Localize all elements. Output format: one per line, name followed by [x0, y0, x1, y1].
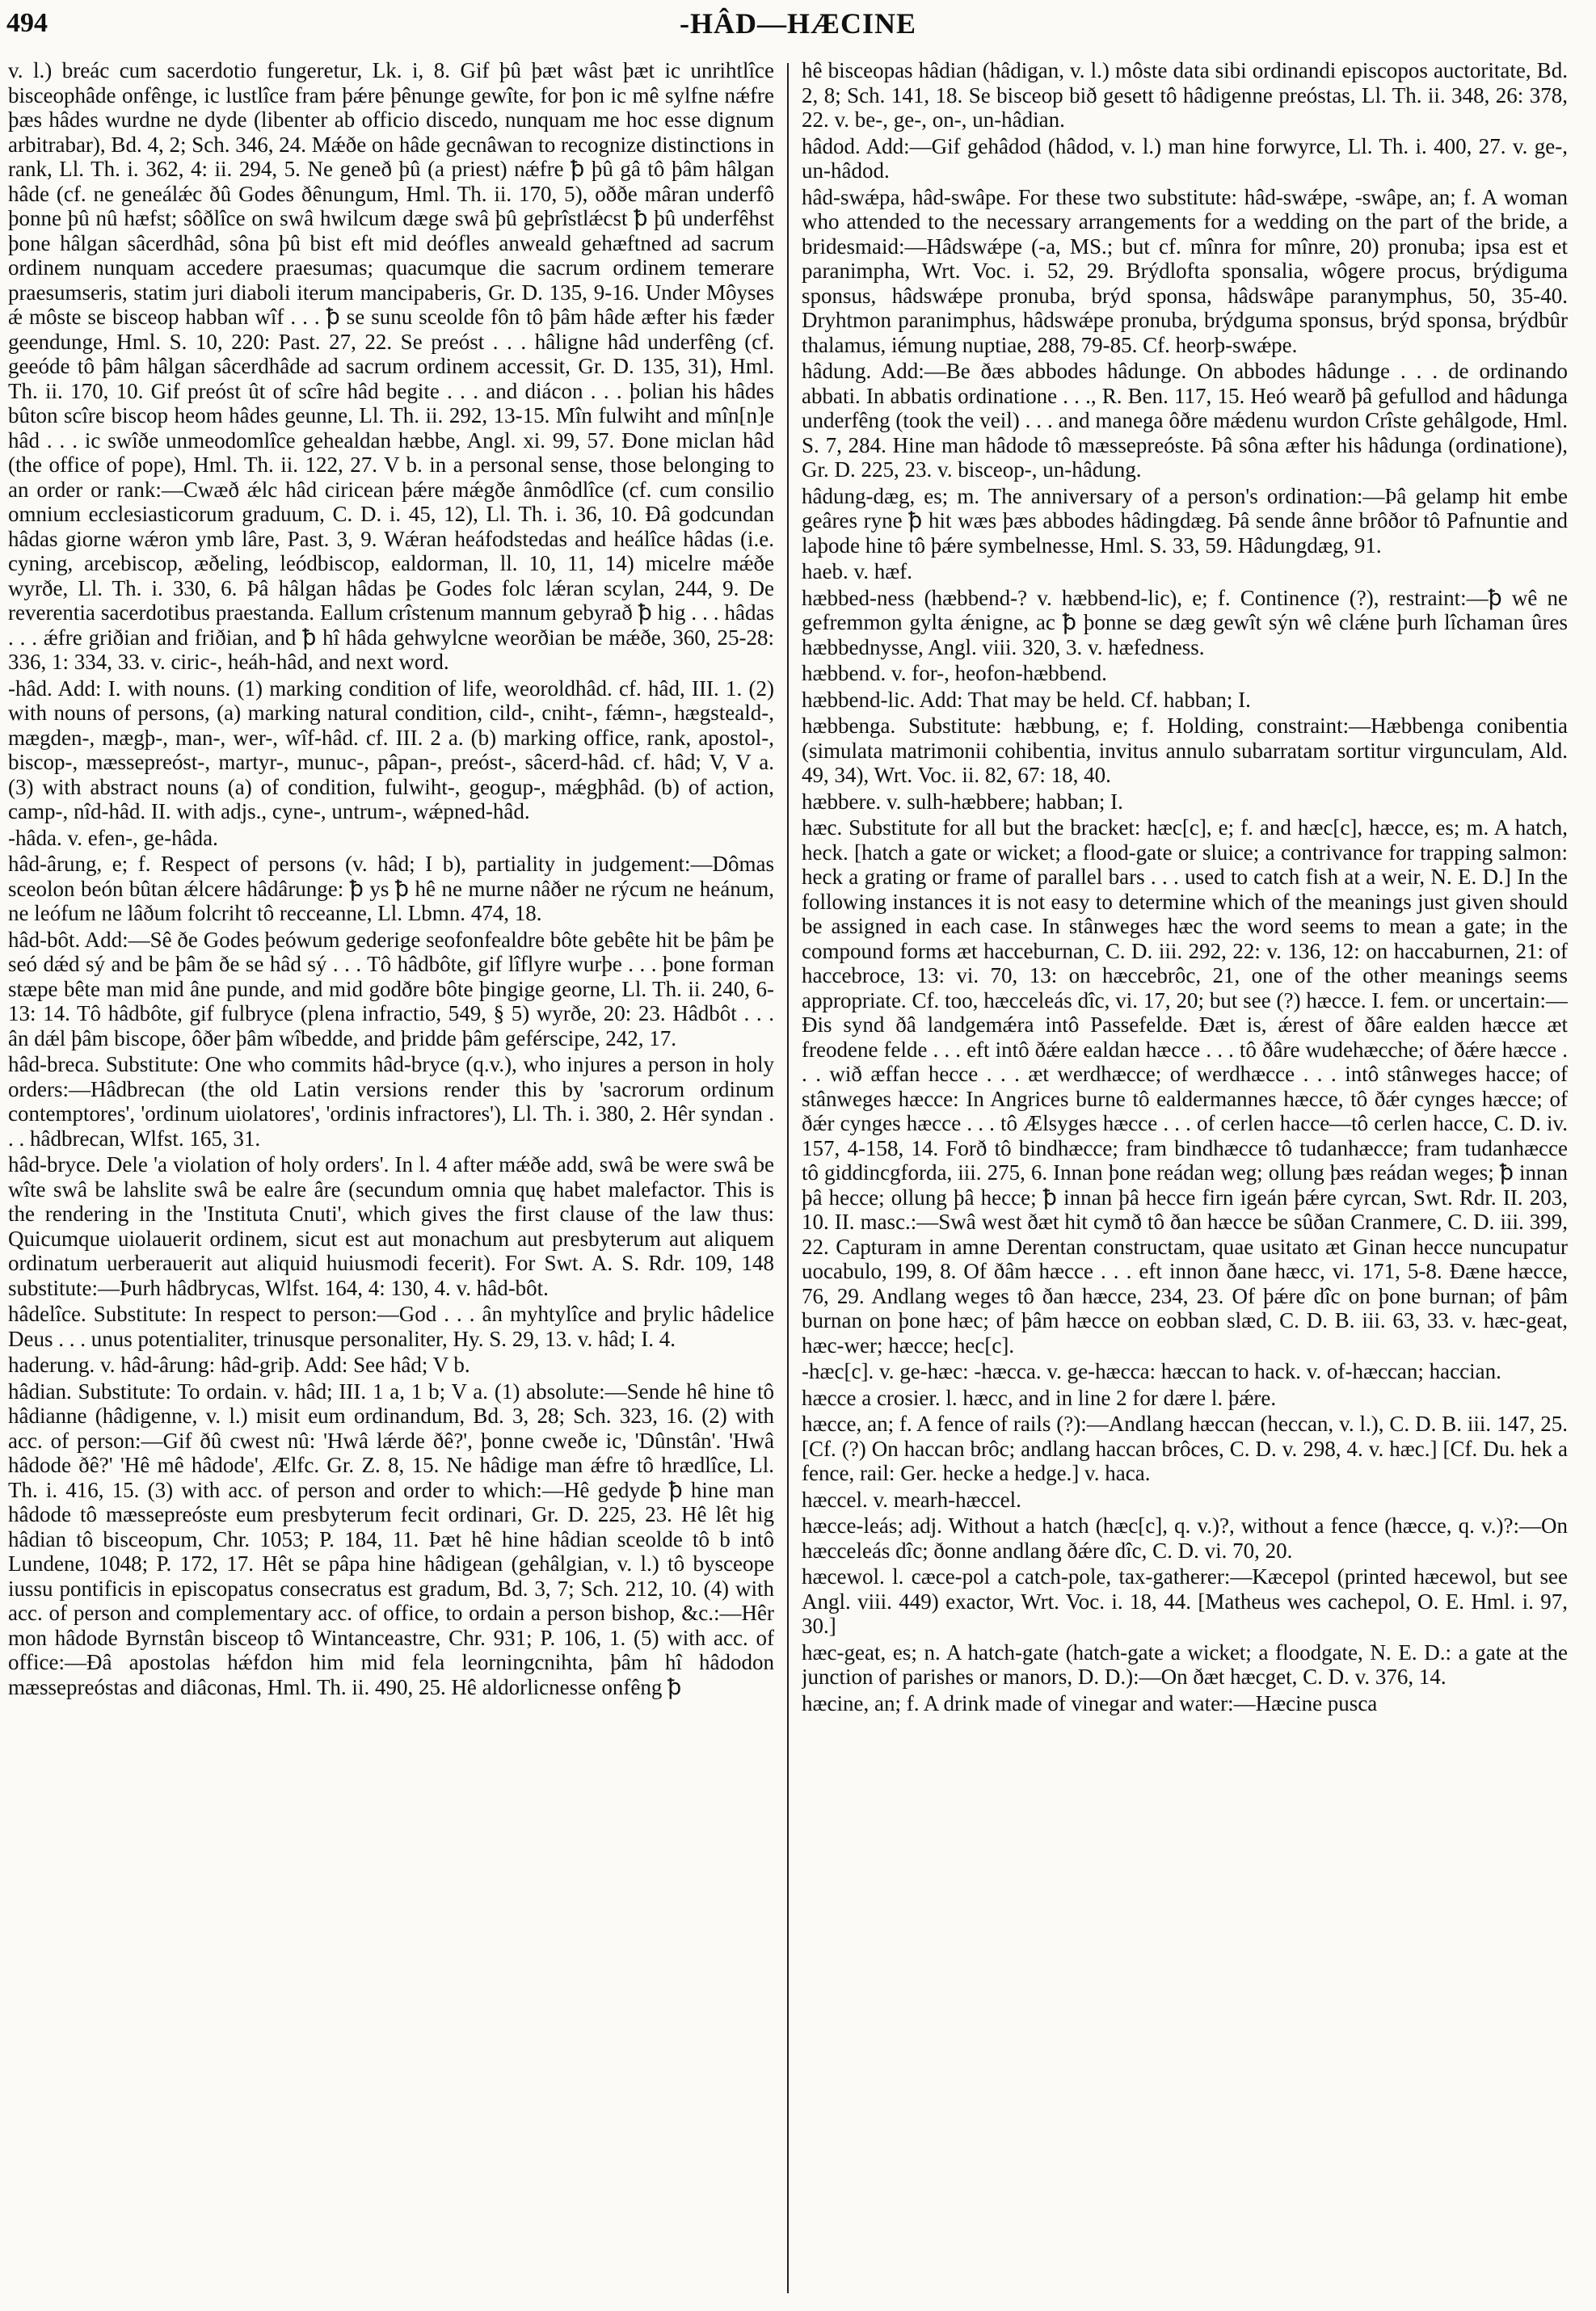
dictionary-entry: hæbbed-ness (hæbbend-? v. hæbbend-lic), e; f. Continence (?), restraint:—ꝥ wê ne gefremmon gylta ǽnigne, ac ꝥ þonne se dæg gewît sýn wê clǽne þurh lîchaman ûres hæbbednysse, Angl. viii. 320, 3. v. hæfedness.	[802, 585, 1568, 659]
dictionary-entry: hæccel. v. mearh-hæccel.	[802, 1487, 1021, 1512]
left-column	[8, 58, 774, 2296]
dictionary-entry: -hâd. Add: I. with nouns. (1) marking condition of life, weoroldhâd. cf. hâd, III. 1. (2) with nouns of persons, (a) marking natural condition, cild-, cniht-, fǽmn-, hægsteald-, mægden-, mægþ-, man-, wer-, wîf-hâd. cf. III. 2 a. (b) marking office, rank, apostol-, biscop-, mæssepreóst-, martyr-, munuc-, pâpan-, preóst-, sâcerd-hâd. cf. hâd; V, V a. (3) with abstract nouns (a) of condition, fulwiht-, geogup-, mǽgþhâd. (b) of action, camp-, nîd-hâd. II. with adjs., cyne-, untrum-, wǽpned-hâd.	[8, 676, 774, 823]
dictionary-entry: hâdelîce. Substitute: In respect to person:—God . . . ân myhtylîce and þrylic hâdelice Deus . . . unus potentialiter, trinusque personaliter, Hy. S. 29, 13. v. hâd; I. 4.	[8, 1302, 774, 1351]
dictionary-entry: hâd-bôt. Add:—Sê ðe Godes þeówum gederige seofonfealdre bôte gebête hit be þâm þe seó dǽd sý and be þâm ðe se hâd sý . . . Tô hâdbôte, gif lîflyre wurþe . . . þone forman stæpe bête man mid âne punde, and mid godðre bôte þingige georne, Ll. Th. ii. 240, 6-13: 14. Tô hâdbôte, gif fulbryce (plena infractio, 549, § 5) wyrðe, 20: 23. Hâdbôt . . . ân dǽl þâm biscope, ôðer þâm wîbedde, and þridde þâm geférscipe, 242, 17.	[8, 927, 774, 1050]
dictionary-entry: hæcewol. l. cæce-pol a catch-pole, tax-gatherer:—Kæcepol (printed hæcewol, but see Angl. viii. 449) exactor, Wrt. Voc. i. 18, 44. [Matheus wes cachepol, O. E. Hml. i. 97, 30.]	[802, 1564, 1568, 1638]
dictionary-entry: hâd-swǽpa, hâd-swâpe. For these two substitute: hâd-swǽpe, -swâpe, an; f. A woman who attended to the necessary arrangements for a wedding on the part of the bride, a bridesmaid:—Hâdswǽpe (-a, MS.; but cf. mînra for mînre, 20) pronuba; ipsa est et paranimpha, Wrt. Voc. i. 52, 29. Brýdlofta sponsalia, wôgere procus, brýdiguma sponsus, hâdswǽpe pronuba, brýd sponsa, hâdswâpe paranymphus, 50, 35-40. Dryhtmon paranimphus, hâdswǽpe pronuba, brýdguma sponsus, brýd sponsa, brýdbûr thalamus, iémung nuptiae, 288, 79-85. Cf. heorþ-swǽpe.	[802, 184, 1568, 357]
dictionary-entry: hâd-ârung, e; f. Respect of persons (v. hâd; I b), partiality in judgement:—Dômas sceolon beón bûtan ǽlcere hâdârunge: ꝥ ys ꝥ hê ne murne nâðer ne rýcum ne heánum, ne leófum ne lâðum folcriht tô recceanne, Ll. Lbmn. 474, 18.	[8, 852, 774, 925]
dictionary-entry: hâd-bryce. Dele 'a violation of holy orders'. In l. 4 after mǽðe add, swâ be were swâ be wîte swâ be lahslite swâ be ealre âre (secundum omnia quę habet malefactor. This is the rendering in the 'Instituta Cnuti', which gives the first clause of the law thus: Quicumque uiolauerit ordinem, sicut est aut monachum aut presbyterum aut aliquem ordinatum uerberauerit aut aliquid huiusmodi fecerit). For Swt. A. S. Rdr. 109, 148 substitute:—Þurh hâdbrycas, Wlfst. 164, 4: 130, 4. v. hâd-bôt.	[8, 1152, 774, 1300]
dictionary-entry: hâdod. Add:—Gif gehâdod (hâdod, v. l.) man hine forwyrce, Ll. Th. i. 400, 27. v. ge-, un-hâdod.	[802, 133, 1568, 183]
dictionary-entry: v. l.) breác cum sacerdotio fungeretur, Lk. i, 8. Gif þû þæt wâst þæt ic unrihtlîce bisceophâde onfênge, ic lustlîce fram þǽre þênunge gewîte, for þon ic mê sylfne nǽfre þæs hâdes wurdne ne dyde (libenter ab officio discedo, nunquam me hoc esse dignum arbitrabar), Bd. 4, 2; Sch. 346, 24. Mǽðe on hâde gecnâwan to recognize distinctions in rank, Ll. Th. i. 362, 4: ii. 294, 5. Ne geneð þû (a priest) nǽfre ꝥ þû gâ tô þâm hâlgan hâde (cf. ne geneálǽc ðû Godes ðênungum, Hml. Th. ii. 170, 5), oððe mâran underfô þonne þû nû hæfst; sôðlîce on swâ hwilcum dæge swâ þû geþrîstlǽcst ꝥ þû underfêhst þone hâlgan sâcerdhâd, sôna þû bist eft mid deófles anweald gehæftned ad sacrum ordinem nunquam accedere praesumas; quacumque die sacrum ordinem temerare praesumseris, statim juri diaboli iterum mancipaberis, Gr. D. 135, 9-16. Under Môyses ǽ môste se bisceop habban wîf . . . ꝥ se sunu sceolde fôn tô þâm hâde æfter his fæder geendunge, Hml. S. 10, 220: Past. 27, 22. Se preóst . . . hâligne hâd underfêng (cf. geeóde tô þâm hâlgan sâcerdhâde ad sacrum ordinem accessit, Gr. D. 135, 31), Hml. Th. ii. 170, 10. Gif preóst ût of scîre hâd begite . . . and diácon . . . þolian his hâdes bûton scîre biscop heom hâdes geunne, Ll. Th. ii. 292, 13-15. Mîn fulwiht and mîn[n]e hâd . . . ic swîðe unmeodomlîce gehealdan hæbbe, Angl. xi. 99, 57. Ðone miclan hâd (the office of pope), Hml. Th. ii. 122, 27. V b. in a personal sense, those belonging to an order or rank:—Cwæð ǽlc hâd ciricean þǽre mǽgðe ânmôdlîce (cf. cum consilio omnium ecclesiasticorum graduum, C. D. i. 45, 12), Ll. Th. i. 36, 10. Ðâ godcundan hâdas giorne wǽron ymb lâre, Past. 3, 9. Wǽran heáfodstedas and heálîce hâdas (i.e. cyning, arcebiscop, æðeling, leódbiscop, ealdorman, ll. 10, 11, 14) micelre mǽðe wyrðe, Ll. Th. i. 330, 6. Þâ hâlgan hâdas þe Godes folc lǽran scylan, 244, 9. De reverentia sacerdotibus praestanda. Eallum crîstenum mannum gebyrað ꝥ hig . . . hâdas . . . ǽfre griðian and friðian, and ꝥ hî hâda gehwylcne weorðian be mǽðe, 360, 25-28: 336, 1: 334, 33. v. ciric-, heáh-hâd, and next word.	[8, 58, 774, 674]
dictionary-entry: haeb. v. hæf.	[802, 559, 912, 583]
dictionary-entry: hæbbend-lic. Add: That may be held. Cf. habban; I.	[802, 687, 1251, 712]
dictionary-entry: hâdian. Substitute: To ordain. v. hâd; III. 1 a, 1 b; V a. (1) absolute:—Sende hê hine tô hâdianne (hâdigenne, v. l.) misit eum ordinandum, Bd. 3, 28; Sch. 323, 16. (2) with acc. of person:—Gif ðû cwest nû: 'Hwâ lǽrde ðê?', þonne cweðe ic, 'Dûnstân'. 'Hwâ hâdode ðê?' 'Hê mê hâdode', Ælfc. Gr. Z. 8, 15. Ne hâdige man ǽfre tô hrædlîce, Ll. Th. i. 416, 15. (3) with acc. of person and order to which:—Hê gedyde ꝥ hine man hâdode tô mæssepreóste eum presbyterum fecit ordinari, Gr. D. 225, 23. Hê lêt hig hâdian tô bisceopum, Chr. 1053; P. 184, 11. Þæt hê hine hâdian sceolde tô b intô Lundene, 1048; P. 172, 17. Hêt se pâpa hine hâdigean (gehâlgian, v. l.) tô bysceope iussu pontificis in episcopatus consecratus est gradum, Bd. 3, 7; Sch. 212, 10. (4) with acc. of person and complementary acc. of office, to ordain a person bishop, &c.:—Hêr mon hâdode Byrnstân bisceop tô Wintanceastre, Chr. 931; P. 106, 1. (5) with acc. of office:—Ðâ apostolas hǽfdon him mid fela leorningcnihta, þâm hî hâdodon mæssepreóstas and diâconas, Hml. Th. ii. 490, 25. Hê aldorlicnesse onfêng ꝥ	[8, 1379, 774, 1699]
dictionary-entry: hæc. Substitute for all but the bracket: hæc[c], e; f. and hæc[c], hæcce, es; m. A hatch, heck. [hatch a gate or wicket; a flood-gate or sluice; a contrivance for trapping salmon: heck a grating or frame of parallel bars . . . used to catch fish at a weir, N. E. D.] In the following instances it is not easy to determine which of the meanings just given should be assigned in each case. In stânweges hæc the word seems to mean a gate; in the compound forms æt hacceburnan, C. D. iii. 292, 22: v. 136, 12: on haccaburnen, 21: of haccebroce, 13: vi. 70, 13: on hæccebrôc, 21, one of the other meanings seems appropriate. Cf. too, hæcceleás dîc, vi. 17, 20; but see (?) hæcce. I. fem. or uncertain:—Ðis synd ðâ landgemǽra intô Passefelde. Ðæt is, ǽrest of ðâre ealden hæcce æt freodene felde . . . eft intô ðǽre ealdan hæcce . . . tô ðâre wudehæcche; of ðǽre hæcce . . . wið æffan hecce . . . æt werdhæcce; of werdhæcce . . . intô stânweges hacce; of stânweges hæcce: In Angrices burne tô ealdermannes hæcce, tô ðǽr cynges hæcce; of ðǽr cynges hæcce . . . tô Ælsyges hæcce . . . of cerlen hacce—tô cerlen hacce, C. D. iv. 157, 4-158, 14. Forð tô bindhæcce; fram bindhæcce tô tudanhæcce; fram tudanhæcce tô giddincgforda, iii. 275, 6. Innan þone reádan weg; ollung þæs reádan weges; ꝥ innan þâ hecce; ollung þâ hecce; ꝥ innan þâ hecce firn igeán þǽre cyrcan, Swt. Rdr. II. 203, 10. II. masc.:—Swâ west ðæt hit cymð tô ðan hæcce be sûðan Cranmere, C. D. iii. 399, 22. Capturam in amne Derentan constructam, quae usitato æt Ginan hecce nuncupatur uocabulo, 199, 8. Of ðâm hæcce . . . eft innon ðane hæcc, vi. 171, 5-8. Ðæne hæcce, 76, 29. Andlang weges tô ðan hæcce, 234, 23. Of þǽre dîc on þone burnan; of þâm burnan on þone hæc; of þâm hæcce on eobban slæd, C. D. B. iii. 63, 33. v. hæc-geat, hæc-wer; hæcce; hec[c].	[802, 815, 1568, 1358]
page-number: 494	[6, 8, 48, 38]
dictionary-entry: -hâda. v. efen-, ge-hâda.	[8, 825, 218, 850]
dictionary-entry: hæbbenga. Substitute: hæbbung, e; f. Holding, constraint:—Hæbbenga conibentia (simulata matrimonii cohibentia, invitus annulo subarratam sortitur virgunculam, Ald. 49, 34), Wrt. Voc. ii. 82, 67: 18, 40.	[802, 714, 1568, 787]
dictionary-entry: hæc-geat, es; n. A hatch-gate (hatch-gate a wicket; a floodgate, N. E. D.: a gate at the junction of parishes or manors, D. D.):—On ðæt hæcget, C. D. v. 376, 14.	[802, 1640, 1568, 1689]
dictionary-entry: hæcce, an; f. A fence of rails (?):—Andlang hæccan (heccan, v. l.), C. D. B. iii. 147, 25. [Cf. (?) On haccan brôc; andlang haccan brôces, C. D. v. 298, 4. v. hæc.] [Cf. Du. hek a fence, rail: Ger. hecke a hedge.] v. haca.	[802, 1412, 1568, 1485]
dictionary-entry: hê bisceopas hâdian (hâdigan, v. l.) môste data sibi ordinandi episcopos auctoritate, Bd. 2, 8; Sch. 141, 18. Se bisceop bið gesett tô hâdigenne preóstas, Ll. Th. ii. 348, 26: 378, 22. v. be-, ge-, on-, un-hâdian.	[802, 58, 1568, 132]
running-head: -HÂD—HÆCINE	[679, 7, 916, 40]
dictionary-entry: hæcce-leás; adj. Without a hatch (hæc[c], q. v.)?, without a fence (hæcce, q. v.)?:—On hæcceleás dîc; ðonne andlang ðǽre dîc, C. D. vi. 70, 20.	[802, 1513, 1568, 1563]
dictionary-entry: hæcce a crosier. l. hæcc, and in line 2 for dære l. þǽre.	[802, 1385, 1277, 1410]
dictionary-entry: -hæc[c]. v. ge-hæc: -hæcca. v. ge-hæcca: hæccan to hack. v. of-hæccan; haccian.	[802, 1359, 1501, 1383]
page-header	[0, 0, 1596, 57]
dictionary-entry: hâd-breca. Substitute: One who commits hâd-bryce (q.v.), who injures a person in holy orders:—Hâdbrecan (the old Latin versions render this by 'sacrorum ordinum contemptores', 'ordinum uiolatores', 'ordinis infractores'), Ll. Th. i. 380, 2. Hêr syndan . . . hâdbrecan, Wlfst. 165, 31.	[8, 1052, 774, 1151]
dictionary-entry: hâdung. Add:—Be ðæs abbodes hâdunge. On abbodes hâdunge . . . de ordinando abbati. In abbatis ordinatione . . ., R. Ben. 117, 15. Heó wearð þâ gefullod and hâdunga underfêng (took the veil) . . . and manega ôðre mǽdenu wurdon Crîste gehâlgode, Hml. S. 7, 284. Hine man hâdode tô mæssepreóste. Þâ sôna æfter his hâdunga (ordinatione), Gr. D. 225, 23. v. bisceop-, un-hâdung.	[802, 359, 1568, 482]
dictionary-entry: hæcine, an; f. A drink made of vinegar and water:—Hæcine pusca	[802, 1690, 1378, 1715]
dictionary-entry: hâdung-dæg, es; m. The anniversary of a person's ordination:—Þâ gelamp hit embe geâres ryne ꝥ hit wæs þæs abbodes hâdingdæg. Þâ sende ânne brôðor tô Pafnuntie and laþode hine tô þǽre symbelnesse, Hml. S. 33, 59. Hâdungdæg, 91.	[802, 483, 1568, 558]
right-column	[802, 58, 1568, 2296]
dictionary-entry: hæbbere. v. sulh-hæbbere; habban; I.	[802, 789, 1123, 814]
dictionary-entry: hæbbend. v. for-, heofon-hæbbend.	[802, 661, 1107, 685]
column-divider	[787, 63, 789, 2293]
dictionary-entry: haderung. v. hâd-ârung: hâd-griþ. Add: See hâd; V b.	[8, 1353, 470, 1377]
